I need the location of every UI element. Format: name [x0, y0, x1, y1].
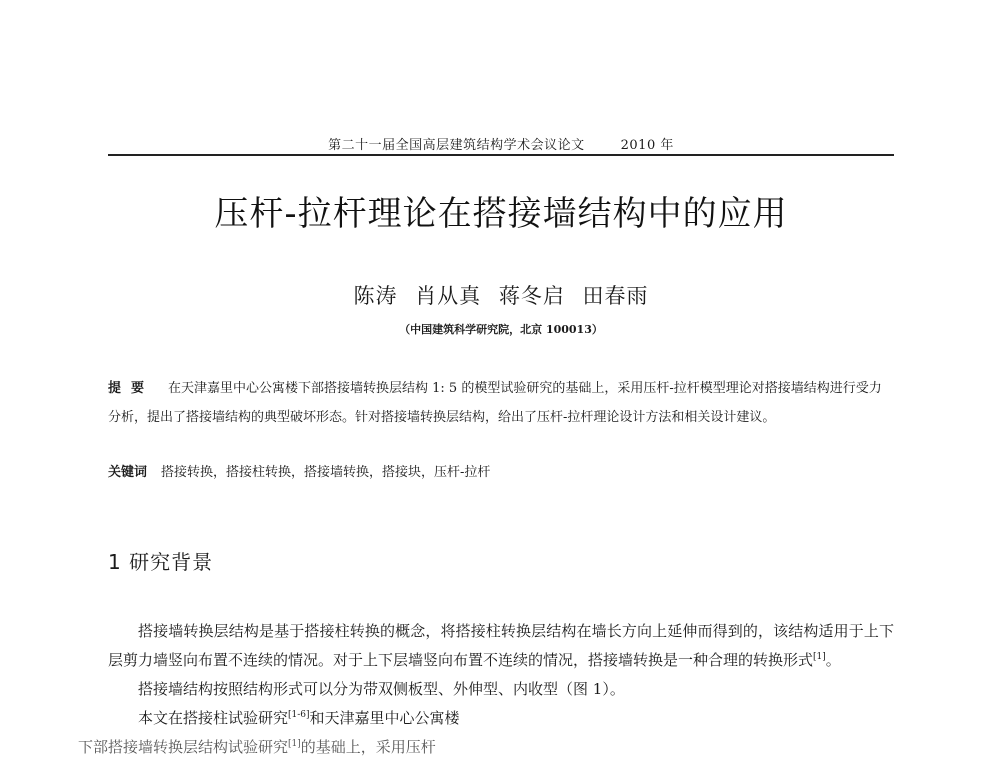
- cut-off-line: [78, 733, 894, 762]
- paragraph-text: 的基础上，采用压杆: [300, 738, 436, 756]
- paragraph-text: 搭接墙转换层结构是基于搭接柱转换的概念，将搭接柱转换层结构在墙长方向上延伸而得到的，该结构适用于上下层剪力墙竖向布置不连续的情况。对于上下层墙竖向布置不连续的情况，搭接墙转换是一种合理的转换形式: [108, 622, 894, 669]
- section-heading: 1 研究背景: [108, 550, 214, 574]
- paragraph-text: 下部搭接墙转换层结构试验研究: [78, 738, 289, 756]
- header-year: 2010 年: [620, 138, 674, 153]
- abstract-label: 提要: [108, 381, 155, 396]
- author-list: [108, 280, 894, 310]
- keywords-label: 关键词: [108, 465, 148, 480]
- header-rule: [108, 154, 894, 156]
- citation: [1]: [288, 739, 301, 749]
- paragraph-text: 搭接墙结构按照结构形式可以分为带双侧板型、外伸型、内收型（图 1）。: [138, 680, 625, 698]
- author-name: 陈涛: [353, 284, 398, 308]
- affiliation: （中国建筑科学研究院，北京 100013）: [399, 323, 603, 336]
- author-name: 田春雨: [582, 284, 649, 308]
- paragraph: [78, 704, 894, 762]
- citation: [1-6]: [288, 710, 310, 720]
- paragraph: [108, 617, 894, 675]
- abstract-text: 在天津嘉里中心公寓楼下部搭接墙转换层结构 1: 5 的模型试验研究的基础上，采用压杆-拉杆模型理论对搭接墙结构进行受力分析，提出了搭接墙结构的典型破坏形态。针对搭接墙转换层结构，给出了压杆-拉杆理论设计方法和相关设计建议。: [108, 381, 882, 425]
- body-text: [78, 617, 894, 762]
- paragraph-text: 本文在搭接柱试验研究: [138, 709, 289, 727]
- keywords-text: 搭接转换，搭接柱转换，搭接墙转换，搭接块，压杆-拉杆: [161, 465, 491, 480]
- conference-name: 第二十一届全国高层建筑结构学术会议论文: [328, 138, 585, 153]
- paragraph: [108, 675, 894, 704]
- author-name: 蒋冬启: [498, 284, 565, 308]
- citation: [1]: [813, 652, 826, 662]
- abstract: [108, 374, 894, 432]
- paragraph-end: 。: [825, 651, 841, 669]
- paragraph-text: 和天津嘉里中心公寓楼: [309, 709, 460, 727]
- author-name: 肖从真: [415, 284, 482, 308]
- paper-title: 压杆-拉杆理论在搭接墙结构中的应用: [214, 194, 788, 234]
- running-header: [108, 134, 894, 153]
- keywords: [108, 463, 894, 483]
